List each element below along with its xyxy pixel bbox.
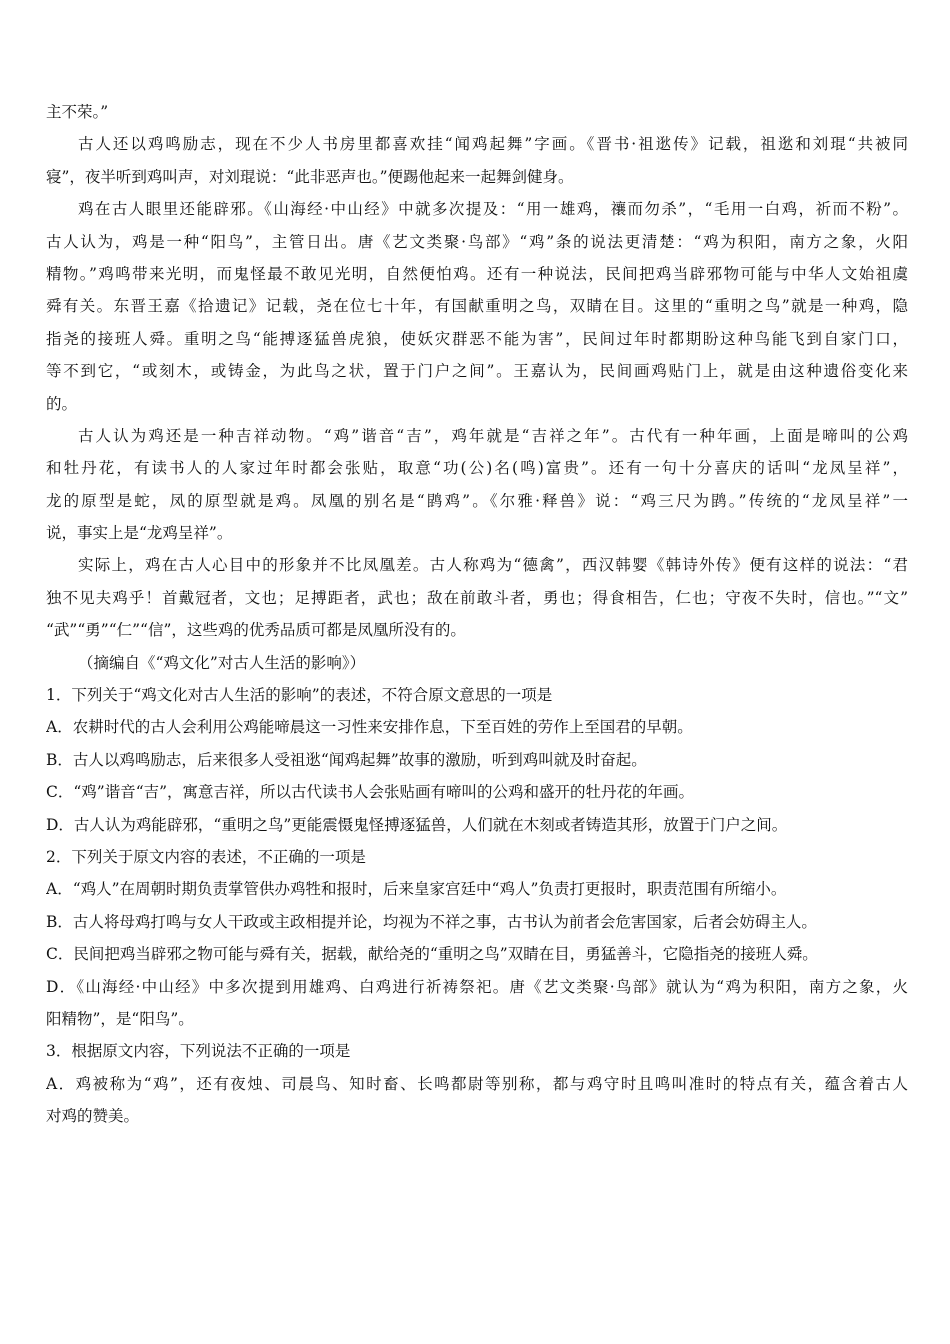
text-line: 古人认为鸡还是一种吉祥动物。“鸡”谐音“吉”，鸡年就是“吉祥之年”。古代有一种年画，上面是啼叫的公鸡	[78, 426, 908, 445]
text-line: 舜有关。东晋王嘉《拾遗记》记载，尧在位七十年，有国献重明之鸟，双睛在目。这里的“重明之鸟”就是一种鸡，隐	[46, 297, 908, 316]
text-line: 的。	[46, 394, 78, 413]
text-line: （摘编自《“鸡文化”对古人生活的影响》）	[78, 653, 366, 672]
text-line: 古人还以鸡鸣励志，现在不少人书房里都喜欢挂“闻鸡起舞”字画。《晋书·祖逖传》记载，祖逖和刘琨“共被同	[78, 135, 908, 154]
text-line: 寝”，夜半听到鸡叫声，对刘琨说：“此非恶声也。”便踢他起来一起舞剑健身。	[46, 167, 574, 186]
text-line: A．“鸡人”在周朝时期负责掌管供办鸡牲和报时，后来皇家宫廷中“鸡人”负责打更报时，职责范围有所缩小。	[46, 880, 787, 899]
text-line: A．农耕时代的古人会利用公鸡能啼晨这一习性来安排作息，下至百姓的劳作上至国君的早朝。	[46, 718, 693, 737]
text-line: 指尧的接班人舜。重明之鸟“能搏逐猛兽虎狼，使妖灾群恶不能为害”，民间过年时都期盼这种鸟能飞到自家门口，	[46, 329, 908, 348]
text-line: 古人认为，鸡是一种“阳鸟”，主管日出。唐《艺文类聚·鸟部》“鸡”条的说法更清楚：“鸡为积阳，南方之象，火阳	[46, 232, 908, 251]
text-line: 实际上，鸡在古人心目中的形象并不比凤凰差。古人称鸡为“德禽”，西汉韩婴《韩诗外传》便有这样的说法：“君	[78, 556, 908, 575]
text-line: B．古人将母鸡打鸣与女人干政或主政相提并论，均视为不祥之事，古书认为前者会危害国家，后者会妨碍主人。	[46, 912, 817, 931]
text-line: B．古人以鸡鸣励志，后来很多人受祖逖“闻鸡起舞”故事的激励，听到鸡叫就及时奋起。	[46, 750, 647, 769]
text-line: 精物。”鸡鸣带来光明，而鬼怪最不敢见光明，自然便怕鸡。还有一种说法，民间把鸡当辟邪物可能与中华人文始祖虞	[46, 264, 908, 283]
document-page	[46, 96, 908, 1133]
text-line: 1．下列关于“鸡文化对古人生活的影响”的表述，不符合原文意思的一项是	[46, 686, 553, 705]
text-line: 2．下列关于原文内容的表述，不正确的一项是	[46, 847, 366, 866]
text-line: D．《山海经·中山经》中多次提到用雄鸡、白鸡进行祈祷祭祀。唐《艺文类聚·鸟部》就认为“鸡为积阳，南方之象，火	[46, 977, 908, 996]
text-line: 鸡在古人眼里还能辟邪。《山海经·中山经》中就多次提及：“用一雄鸡，禳而勿杀”，“毛用一白鸡，祈而不粉”。	[78, 200, 908, 219]
text-line: C．民间把鸡当辟邪之物可能与舜有关，据载，献给尧的“重明之鸟”双睛在目，勇猛善斗，它隐指尧的接班人舜。	[46, 945, 818, 964]
text-line: D．古人认为鸡能辟邪，“重明之鸟”更能震慑鬼怪搏逐猛兽，人们就在木刻或者铸造其形，放置于门户之间。	[46, 815, 788, 834]
text-line: 主不荣。”	[46, 103, 109, 121]
text-line: 对鸡的赞美。	[46, 1107, 140, 1126]
text-line: 说，事实上是“龙鸡呈祥”。	[46, 524, 233, 543]
text-line: A．鸡被称为“鸡”，还有夜烛、司晨鸟、知时畜、长鸣都尉等别称，都与鸡守时且鸣叫准时的特点有关，蕴含着古人	[46, 1074, 908, 1093]
text-line: C．“鸡”谐音“吉”，寓意吉祥，所以古代读书人会张贴画有啼叫的公鸡和盛开的牡丹花的年画。	[46, 783, 695, 802]
text-line: “武”“勇”“仁”“信”，这些鸡的优秀品质可都是凤凰所没有的。	[46, 621, 466, 640]
text-line: 3．根据原文内容，下列说法不正确的一项是	[46, 1042, 351, 1061]
text-line: 阳精物”，是“阳鸟”。	[46, 1009, 194, 1028]
text-line: 龙的原型是蛇，凤的原型就是鸡。凤凰的别名是“鹍鸡”。《尔雅·释兽》说：“鸡三尺为鹍。”传统的“龙凤呈祥”一	[46, 491, 908, 510]
text-line: 独不见夫鸡乎！首戴冠者，文也；足搏距者，武也；敌在前敢斗者，勇也；得食相告，仁也；守夜不失时，信也。”“文”	[46, 588, 908, 607]
text-line: 等不到它，“或刻木，或铸金，为此鸟之状，置于门户之间”。王嘉认为，民间画鸡贴门上，就是由这种遗俗变化来	[46, 362, 908, 381]
text-line: 和牡丹花，有读书人的人家过年时都会张贴，取意“功(公)名(鸣)富贵”。还有一句十分喜庆的话叫“龙凤呈祥”，	[46, 459, 908, 478]
